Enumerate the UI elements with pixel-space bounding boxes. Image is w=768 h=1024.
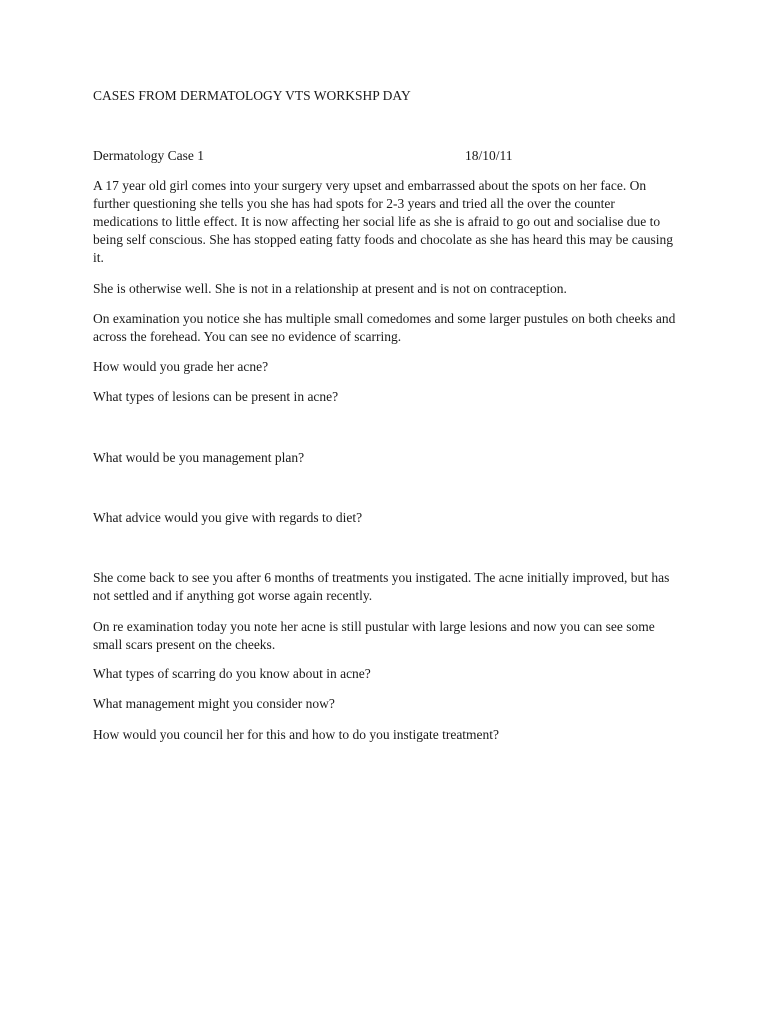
reexamination-paragraph: On re examination today you note her acne is still pustular with large lesions and now you can see some small scars present on the cheeks. bbox=[93, 619, 655, 652]
case-title: Dermatology Case 1 bbox=[93, 148, 204, 163]
examination-paragraph: On examination you notice she has multiple small comedomes and some larger pustules on both cheeks and across the forehead. You can see no evidence of scarring. bbox=[93, 311, 676, 344]
case-background-paragraph: She is otherwise well. She is not in a relationship at present and is not on contraception. bbox=[93, 281, 567, 296]
case-header bbox=[93, 147, 683, 165]
question-grade-acne: How would you grade her acne? bbox=[93, 359, 269, 374]
document-heading: CASES FROM DERMATOLOGY VTS WORKSHP DAY bbox=[93, 88, 411, 103]
question-diet-advice: What advice would you give with regards to diet? bbox=[93, 510, 363, 525]
case-date: 18/10/11 bbox=[465, 148, 513, 163]
question-counsel-treatment: How would you council her for this and how to do you instigate treatment? bbox=[93, 727, 500, 742]
case-history-paragraph: A 17 year old girl comes into your surgery very upset and embarrassed about the spots on her face. On further questioning she tells you she has had spots for 2-3 years and tried all the over the counter medications to little effect. It is now affecting her social life as she is afraid to go out and socialise due to being self conscious. She has stopped eating fatty foods and chocolate as she has heard this may be causing it. bbox=[93, 178, 673, 265]
question-management-plan: What would be you management plan? bbox=[93, 450, 305, 465]
followup-paragraph: She come back to see you after 6 months of treatments you instigated. The acne initially improved, but has not settled and if anything got worse again recently. bbox=[93, 570, 670, 603]
question-scarring-types: What types of scarring do you know about in acne? bbox=[93, 666, 371, 681]
question-management-now: What management might you consider now? bbox=[93, 696, 335, 711]
question-lesion-types: What types of lesions can be present in acne? bbox=[93, 389, 339, 404]
